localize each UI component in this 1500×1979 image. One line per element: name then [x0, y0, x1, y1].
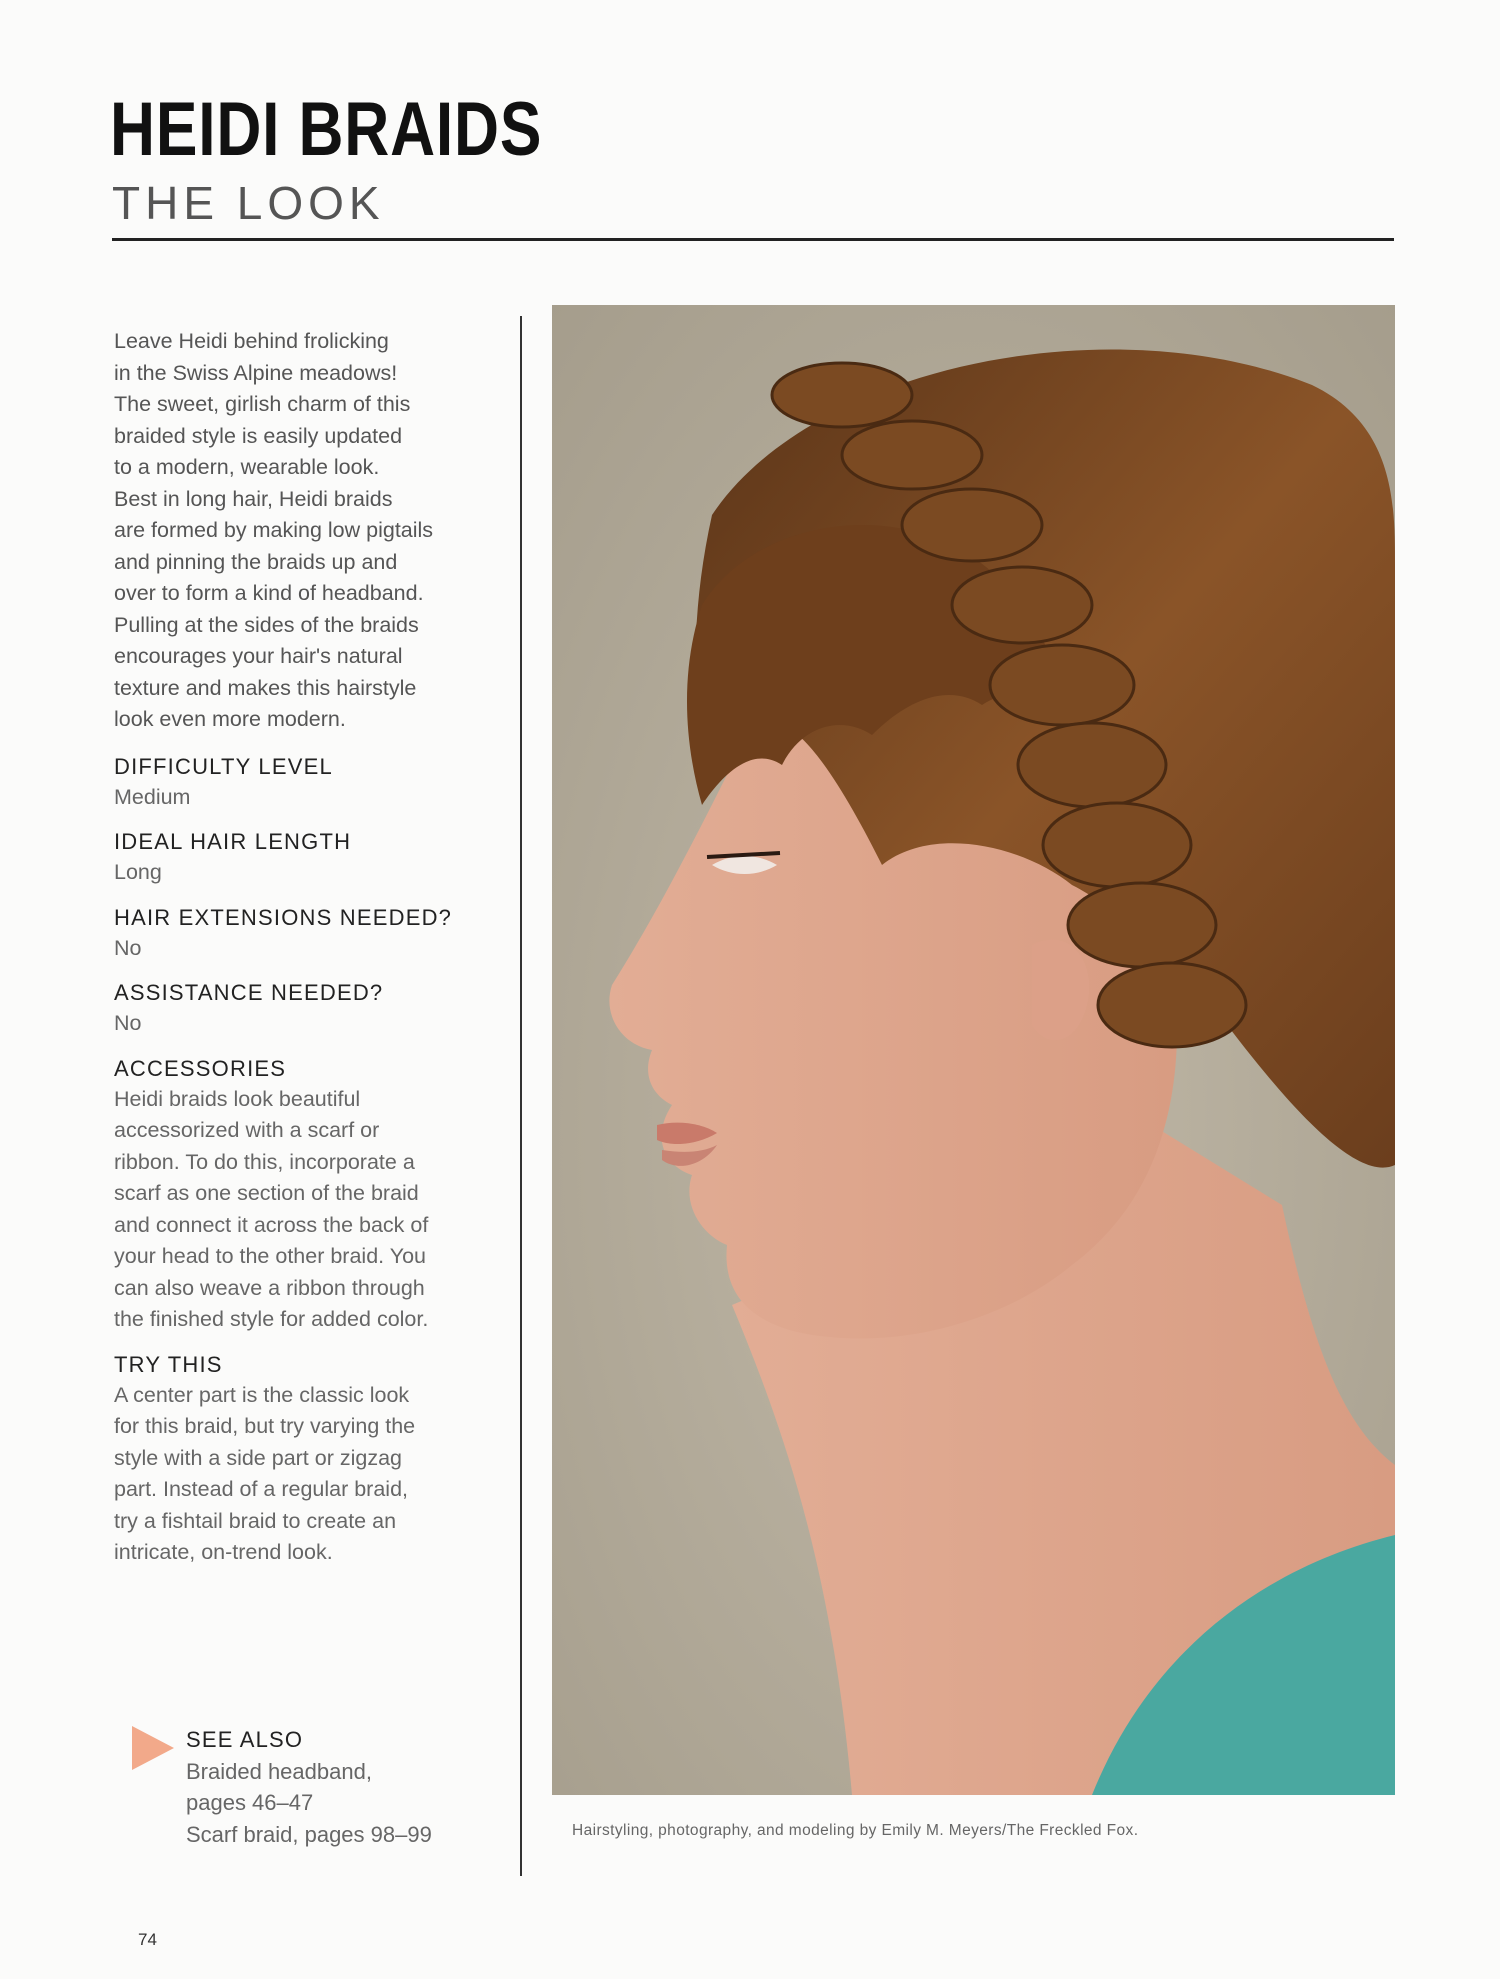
- intro-line: Best in long hair, Heidi braids: [114, 486, 393, 511]
- portrait-illustration: [552, 305, 1395, 1795]
- section-line: for this braid, but try varying the: [114, 1414, 416, 1438]
- intro-line: to a modern, wearable look.: [114, 455, 380, 479]
- section-line: try a fishtail braid to create an: [114, 1508, 397, 1533]
- header-rule: [112, 238, 1394, 241]
- section-line: your head to the other braid. You: [114, 1244, 426, 1268]
- intro-line: in the Swiss Alpine meadows!: [114, 360, 398, 385]
- section-value: No: [114, 935, 142, 960]
- page-subtitle: THE LOOK: [112, 177, 385, 229]
- intro-line: are formed by making low pigtails: [114, 518, 434, 542]
- section-heading: TRY THIS: [114, 1351, 223, 1377]
- section-line: scarf as one section of the braid: [114, 1181, 419, 1205]
- section-line: can also weave a ribbon through: [114, 1275, 425, 1300]
- section-heading: DIFFICULTY LEVEL: [114, 753, 333, 779]
- column-divider: [520, 316, 522, 1876]
- section-try-this: [114, 1350, 514, 1569]
- see-also-item: pages 46–47: [186, 1790, 314, 1815]
- see-also-heading: SEE ALSO: [186, 1727, 304, 1752]
- section-heading: HAIR EXTENSIONS NEEDED?: [114, 904, 453, 930]
- section-value: Long: [114, 860, 162, 884]
- intro-line: braided style is easily updated: [114, 423, 403, 448]
- page-title: HEIDI BRAIDS: [110, 87, 543, 172]
- section-value: No: [114, 1011, 142, 1035]
- section-line: accessorized with a scarf or: [114, 1118, 380, 1142]
- section-line: the finished style for added color.: [114, 1307, 429, 1331]
- triangle-arrow-icon: [132, 1726, 174, 1770]
- section-line: ribbon. To do this, incorporate a: [114, 1149, 415, 1174]
- intro-paragraph: [114, 326, 514, 736]
- section-extensions: [114, 903, 514, 965]
- section-hair-length: [114, 827, 514, 889]
- section-difficulty: [114, 752, 514, 814]
- intro-line: encourages your hair's natural: [114, 644, 403, 668]
- intro-line: look even more modern.: [114, 707, 346, 731]
- intro-line: Leave Heidi behind frolicking: [114, 329, 389, 353]
- intro-line: texture and makes this hairstyle: [114, 675, 417, 700]
- section-heading: IDEAL HAIR LENGTH: [114, 829, 352, 854]
- see-also-box: [132, 1724, 492, 1850]
- section-heading: ACCESSORIES: [114, 1055, 287, 1081]
- page-number: 74: [138, 1930, 157, 1949]
- section-accessories: [114, 1054, 514, 1336]
- see-also-item: Braided headband,: [186, 1758, 372, 1784]
- portrait-photo: [552, 305, 1395, 1795]
- section-line: and connect it across the back of: [114, 1212, 429, 1237]
- section-line: part. Instead of a regular braid,: [114, 1477, 409, 1501]
- section-value: Medium: [114, 784, 191, 809]
- section-line: intricate, on-trend look.: [114, 1540, 333, 1564]
- intro-line: Pulling at the sides of the braids: [114, 612, 419, 637]
- section-heading: ASSISTANCE NEEDED?: [114, 980, 384, 1005]
- section-line: style with a side part or zigzag: [114, 1445, 402, 1470]
- intro-line: over to form a kind of headband.: [114, 581, 424, 605]
- photo-caption: Hairstyling, photography, and modeling by Emily M. Meyers/The Freckled Fox.: [572, 1822, 1139, 1839]
- section-line: Heidi braids look beautiful: [114, 1086, 361, 1111]
- section-line: A center part is the classic look: [114, 1382, 410, 1407]
- intro-line: The sweet, girlish charm of this: [114, 392, 411, 416]
- see-also-item: Scarf braid, pages 98–99: [186, 1821, 432, 1847]
- sidebar: [114, 326, 514, 1583]
- section-assistance: [114, 978, 514, 1040]
- intro-line: and pinning the braids up and: [114, 549, 398, 574]
